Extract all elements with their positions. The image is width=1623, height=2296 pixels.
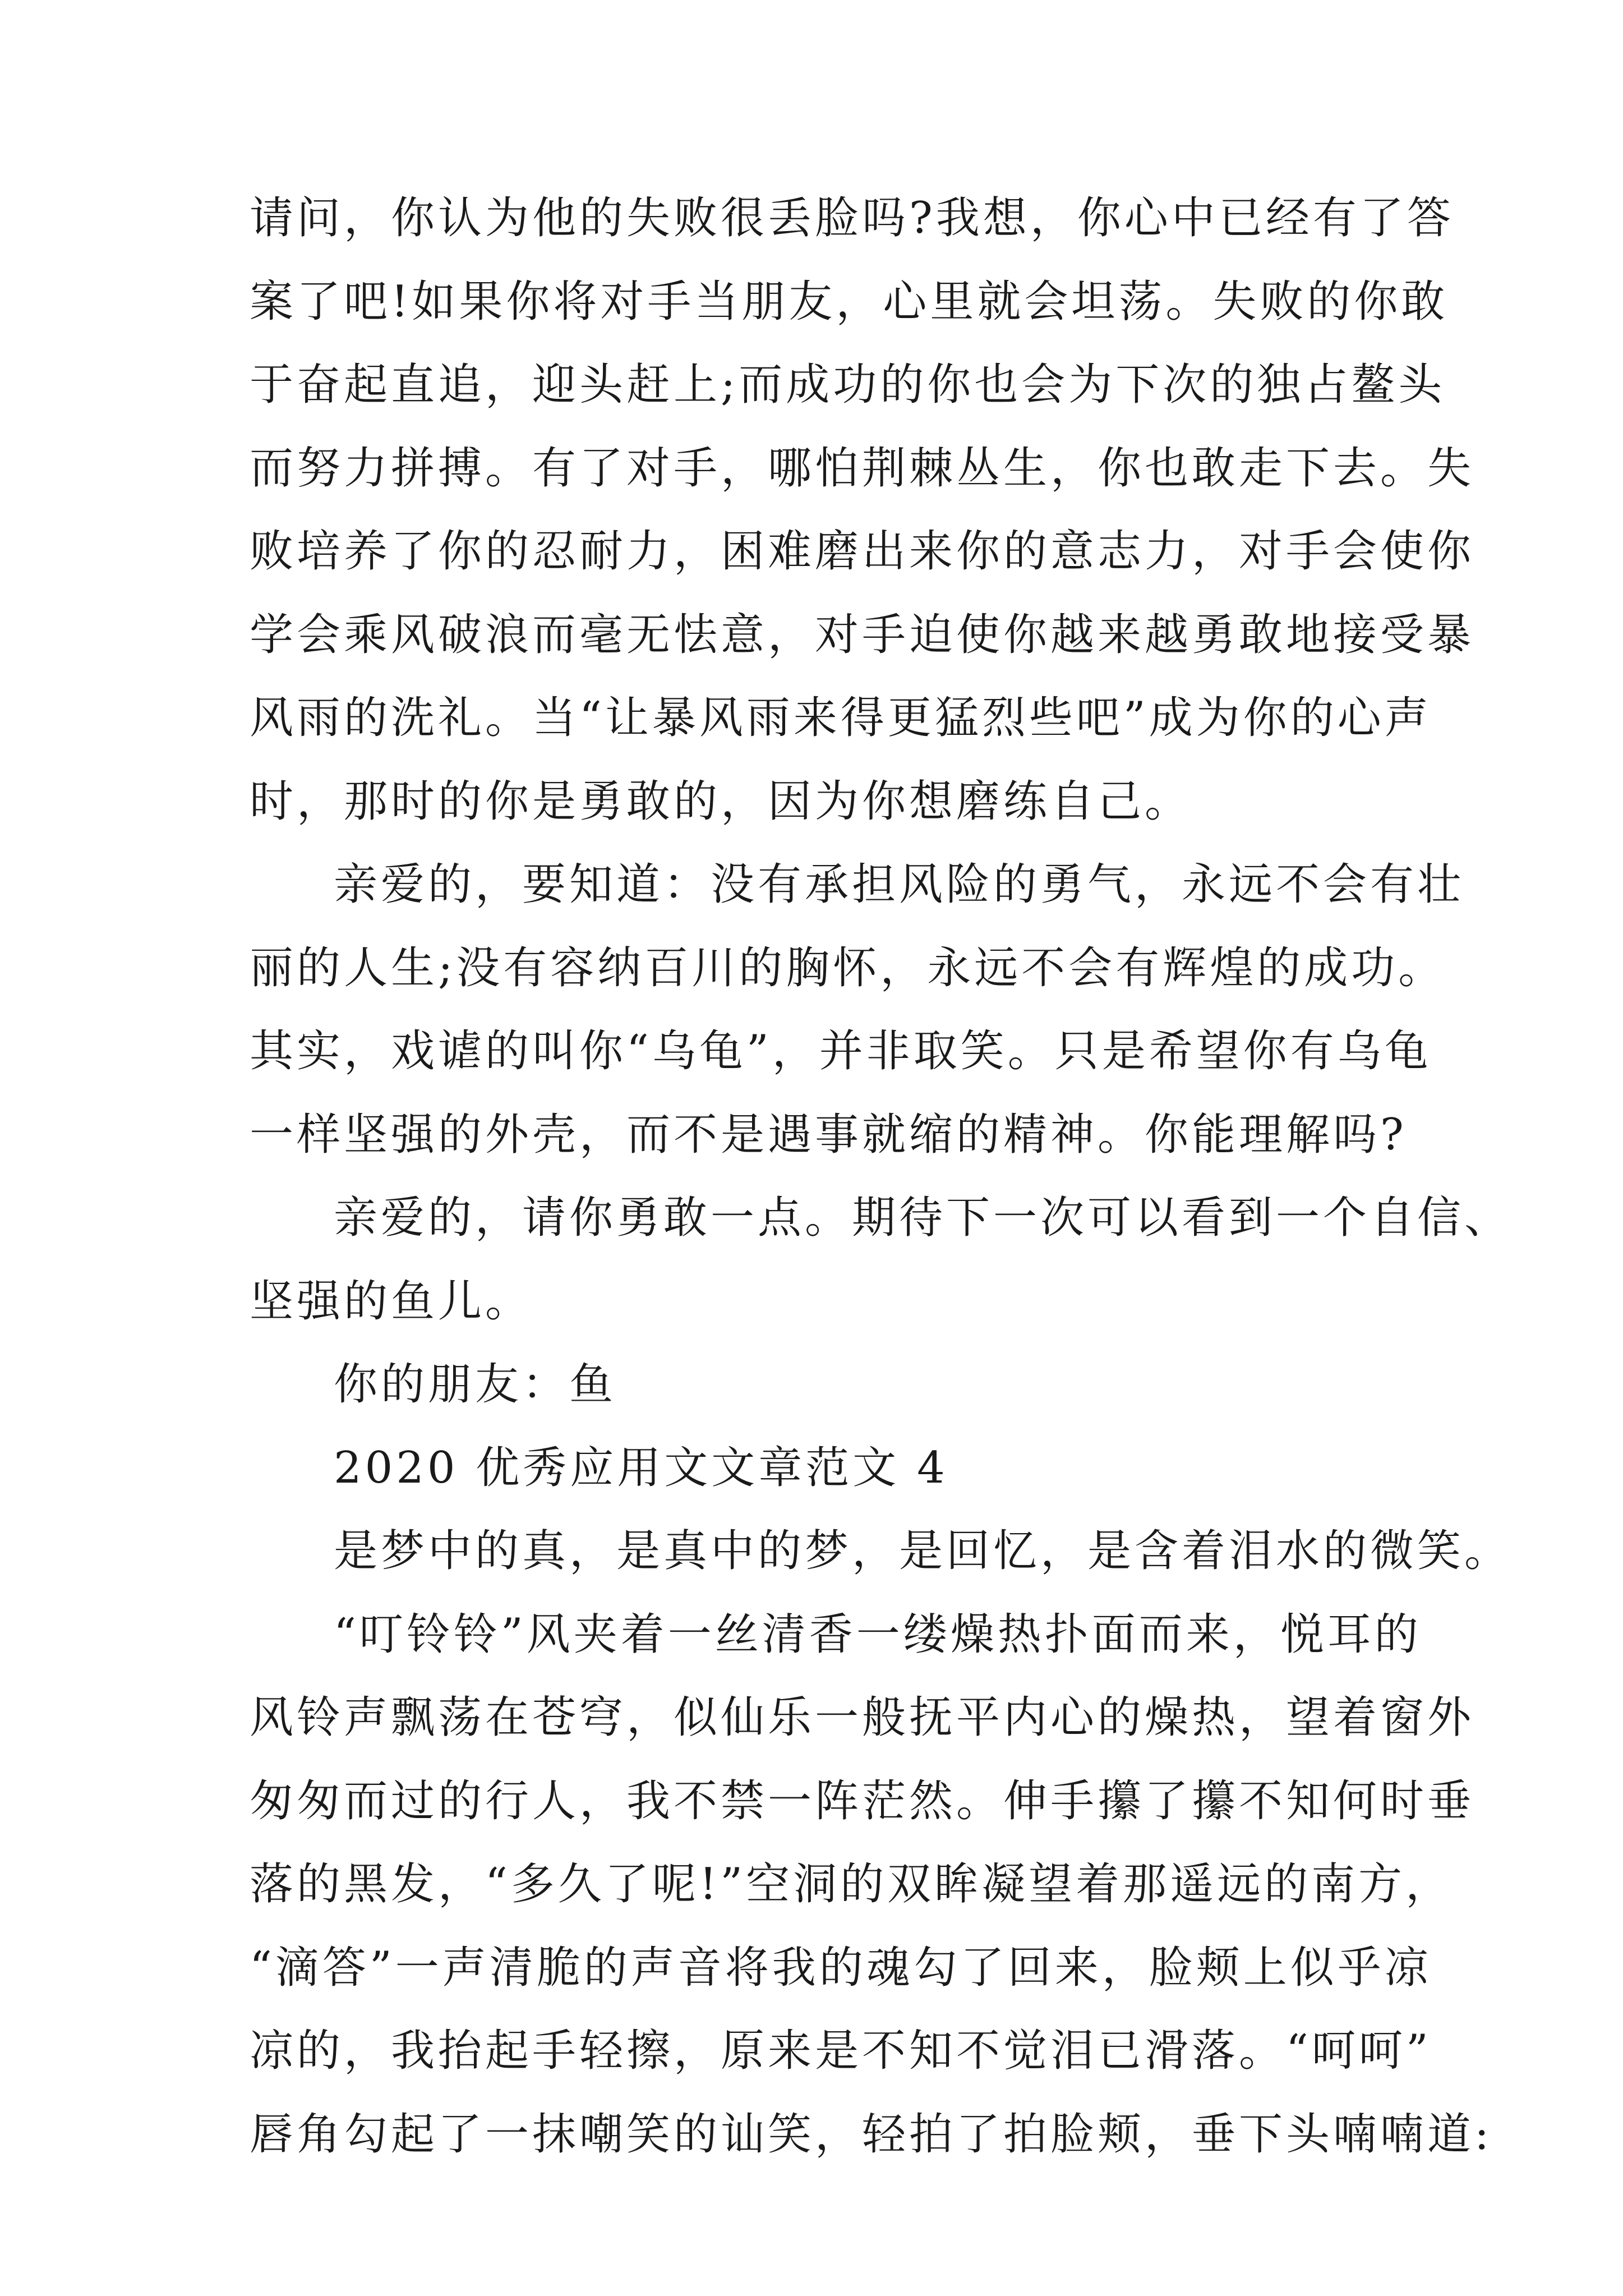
text-line: 是梦中的真，是真中的梦，是回忆，是含着泪水的微笑。	[334, 1526, 1512, 1576]
text-line: 你的朋友：鱼	[334, 1359, 617, 1410]
text-line: 请问，你认为他的失败很丢脸吗?我想，你心中已经有了答	[250, 193, 1454, 243]
text-line: 落的黑发，“多久了呢!”空洞的双眸凝望着那遥远的南方，	[250, 1859, 1453, 1910]
text-line: “叮铃铃”风夹着一丝清香一缕燥热扑面而来，悦耳的	[334, 1609, 1422, 1660]
text-line: 亲爱的，请你勇敢一点。期待下一次可以看到一个自信、	[334, 1193, 1512, 1243]
text-line: 2020 优秀应用文文章范文 4	[334, 1442, 948, 1493]
text-line: 时，那时的你是勇敢的，因为你想磨练自己。	[250, 776, 1192, 827]
text-line: 一样坚强的外壳，而不是遇事就缩的精神。你能理解吗?	[250, 1109, 1407, 1160]
text-line: 唇角勾起了一抹嘲笑的讪笑，轻拍了拍脸颊，垂下头喃喃道:	[250, 2109, 1493, 2160]
text-line: 亲爱的，要知道：没有承担风险的勇气，永远不会有壮	[334, 859, 1465, 910]
text-line: “滴答”一声清脆的声音将我的魂勾了回来，脸颊上似乎凉	[250, 1942, 1432, 1993]
text-line: 风雨的洗礼。当“让暴风雨来得更猛烈些吧”成为你的心声	[250, 693, 1432, 743]
text-line: 坚强的鱼儿。	[250, 1276, 533, 1327]
text-line: 而努力拼搏。有了对手，哪怕荆棘丛生，你也敢走下去。失	[250, 443, 1475, 494]
text-line: 丽的人生;没有容纳百川的胸怀，永远不会有辉煌的成功。	[250, 942, 1446, 993]
text-line: 风铃声飘荡在苍穹，似仙乐一般抚平内心的燥热，望着窗外	[250, 1692, 1475, 1743]
text-line: 其实，戏谑的叫你“乌龟”，并非取笑。只是希望你有乌龟	[250, 1026, 1432, 1076]
text-line: 败培养了你的忍耐力，困难磨出来你的意志力，对手会使你	[250, 526, 1475, 577]
text-line: 案了吧!如果你将对手当朋友，心里就会坦荡。失败的你敢	[250, 276, 1449, 327]
text-line: 匆匆而过的行人，我不禁一阵茫然。伸手攥了攥不知何时垂	[250, 1775, 1475, 1826]
text-line: 凉的，我抬起手轻擦，原来是不知不觉泪已滑落。“呵呵”	[250, 2026, 1432, 2076]
document-body	[250, 177, 1512, 2176]
text-line: 学会乘风破浪而毫无怯意，对手迫使你越来越勇敢地接受暴	[250, 609, 1475, 660]
text-line: 于奋起直追，迎头赶上;而成功的你也会为下次的独占鳌头	[250, 360, 1446, 410]
